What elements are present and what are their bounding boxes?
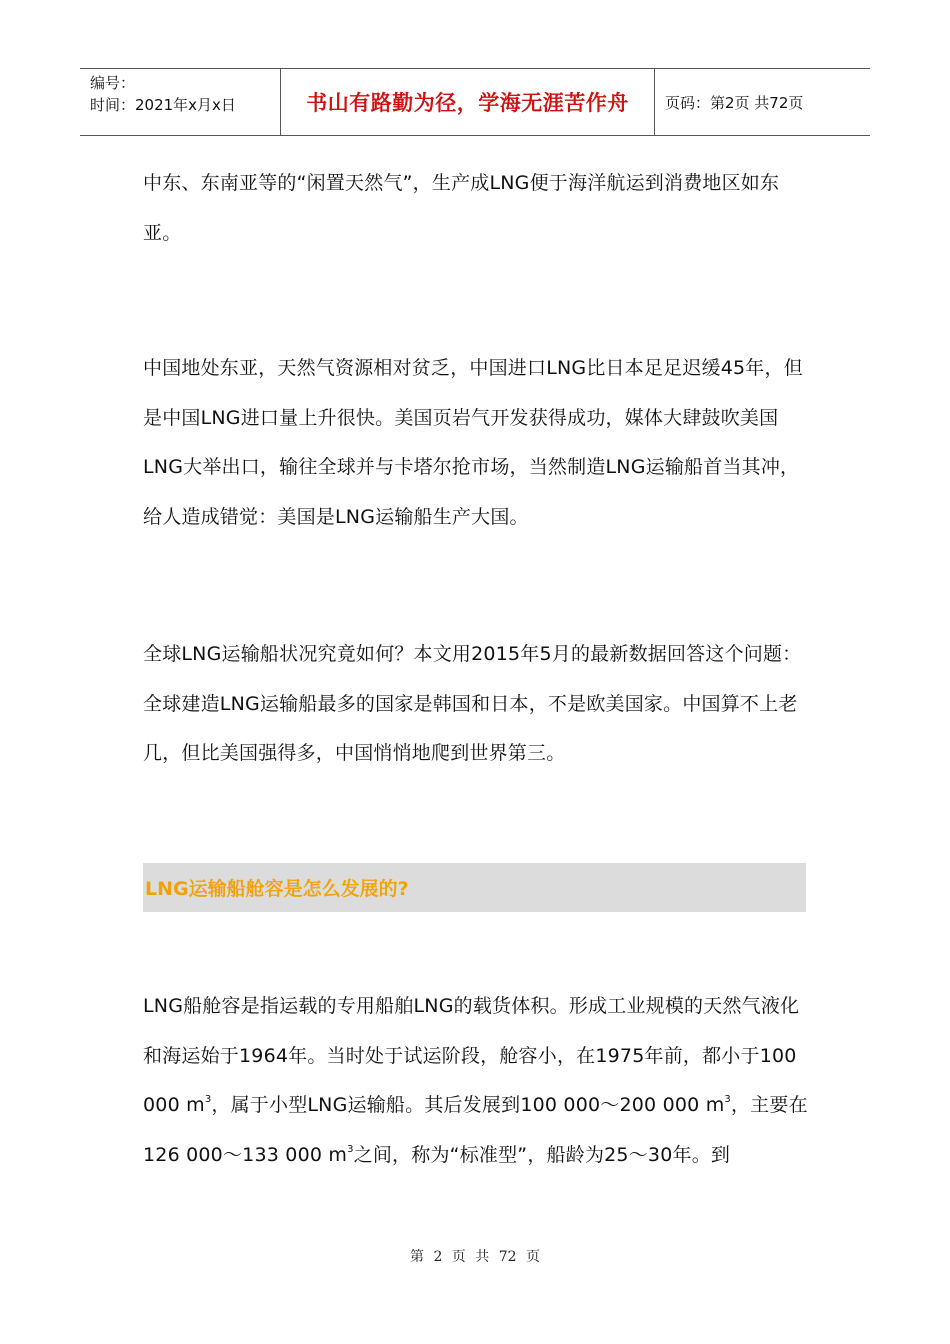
header-meta xyxy=(80,69,281,135)
header-motto-cell xyxy=(281,69,655,135)
motto: 书山有路勤为径，学海无涯苦作舟 xyxy=(306,91,629,115)
paragraph-4 xyxy=(143,982,815,1180)
page-info: 页码：第2页 共72页 xyxy=(665,93,804,112)
paragraph-2: 中国地处东亚，天然气资源相对贫乏，中国进口LNG比日本足足迟缓45年，但是中国LNG进口量上升很快。美国页岩气开发获得成功，媒体大肆鼓吹美国LNG大举出口，输往全球并与卡塔尔抢市场，当然制造LNG运输船首当其冲，给人造成错觉：美国是LNG运输船生产大国。 xyxy=(143,357,803,528)
date-line: 时间：2021年x月x日 xyxy=(90,96,236,114)
page-header xyxy=(80,68,870,136)
header-page-info-cell xyxy=(655,69,870,135)
page-footer: 第 2 页 共 72 页 xyxy=(410,1249,540,1265)
paragraph-3: 全球LNG运输船状况究竟如何？本文用2015年5月的最新数据回答这个问题：全球建造LNG运输船最多的国家是韩国和日本，不是欧美国家。中国算不上老几，但比美国强得多，中国悄悄地爬到世界第三。 xyxy=(143,643,802,764)
paragraph-4-part-4: 之间，称为“标准型”，船龄为25～30年。到 xyxy=(353,1143,731,1166)
superscript-3: 3 xyxy=(204,1094,212,1105)
paragraph-1: 中东、东南亚等的“闲置天然气”，生产成LNG便于海洋航运到消费地区如东亚。 xyxy=(143,172,780,244)
section-heading-bar xyxy=(143,863,806,912)
paragraph-4-part-2: ，属于小型LNG运输船。其后发展到100 000～200 000 m xyxy=(211,1094,725,1116)
superscript-3: 3 xyxy=(724,1094,731,1105)
number-label: 编号： xyxy=(90,74,136,92)
paragraph-4-part-3: ，主要在126 000～133 000 m xyxy=(143,1094,808,1166)
paragraph-4-part-1: LNG船舱容是指运载的专用船舶LNG的载货体积。形成工业规模的天然气液化和海运始于1964年。当时处于试运阶段，舱容小，在1975年前，都小于100 000 m xyxy=(143,995,800,1116)
superscript-3: 3 xyxy=(347,1143,354,1155)
section-title: LNG运输船舱容是怎么发展的? xyxy=(145,878,409,900)
